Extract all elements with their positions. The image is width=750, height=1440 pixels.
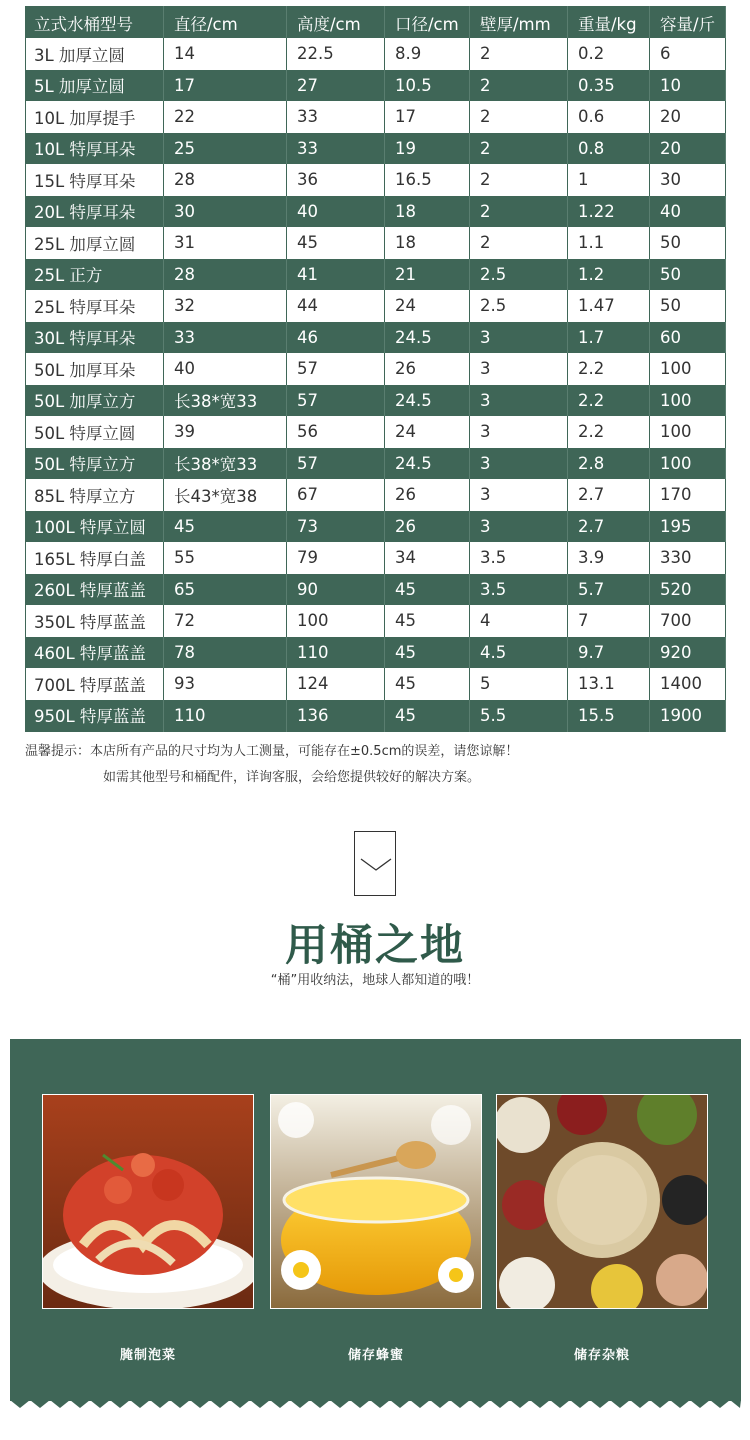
cell-wall: 3 (470, 479, 568, 511)
cell-height: 100 (287, 605, 385, 637)
cell-model: 50L 特厚立圆 (26, 416, 164, 448)
table-row (26, 322, 726, 354)
table-row (26, 637, 726, 669)
table-row (26, 101, 726, 133)
cell-height: 45 (287, 227, 385, 259)
honey-photo (270, 1094, 482, 1309)
cell-weight: 1 (568, 164, 650, 196)
cell-diameter: 17 (164, 70, 287, 102)
cell-model: 25L 正方 (26, 259, 164, 291)
cell-model: 20L 特厚耳朵 (26, 196, 164, 228)
header-model: 立式水桶型号 (26, 7, 164, 39)
use-caption-grains: 储存杂粮 (573, 1348, 630, 1363)
kimchi-photo (42, 1094, 254, 1309)
cell-height: 110 (287, 637, 385, 669)
cell-model: 50L 特厚立方 (26, 448, 164, 480)
header-wall: 壁厚/mm (470, 7, 568, 39)
cell-diameter: 65 (164, 574, 287, 606)
cell-weight: 1.1 (568, 227, 650, 259)
cell-capacity: 60 (650, 322, 726, 354)
cell-wall: 2.5 (470, 290, 568, 322)
header-capacity: 容量/斤 (650, 7, 726, 39)
cell-mouth: 45 (385, 605, 470, 637)
cell-weight: 2.2 (568, 416, 650, 448)
cell-diameter: 72 (164, 605, 287, 637)
use-caption-kimchi: 腌制泡菜 (119, 1348, 176, 1363)
cell-diameter: 40 (164, 353, 287, 385)
section-subtitle: “桶”用收纳法，地球人都知道的哦！ (270, 973, 480, 988)
use-card-kimchi (42, 1094, 254, 1363)
cell-height: 90 (287, 574, 385, 606)
cell-height: 136 (287, 700, 385, 732)
spec-table (25, 6, 726, 732)
table-row (26, 38, 726, 70)
cell-model: 950L 特厚蓝盖 (26, 700, 164, 732)
cell-mouth: 24.5 (385, 385, 470, 417)
cell-height: 73 (287, 511, 385, 543)
cell-weight: 0.2 (568, 38, 650, 70)
cell-wall: 2 (470, 101, 568, 133)
cell-model: 15L 特厚耳朵 (26, 164, 164, 196)
cell-capacity: 100 (650, 416, 726, 448)
cell-wall: 2 (470, 133, 568, 165)
cell-mouth: 24 (385, 290, 470, 322)
cell-diameter: 110 (164, 700, 287, 732)
cell-model: 25L 加厚立圆 (26, 227, 164, 259)
cell-height: 33 (287, 133, 385, 165)
cell-mouth: 45 (385, 668, 470, 700)
table-row (26, 668, 726, 700)
cell-weight: 1.7 (568, 322, 650, 354)
cell-capacity: 520 (650, 574, 726, 606)
cell-height: 22.5 (287, 38, 385, 70)
cell-capacity: 1900 (650, 700, 726, 732)
cell-weight: 1.47 (568, 290, 650, 322)
cell-capacity: 100 (650, 448, 726, 480)
cell-wall: 3 (470, 353, 568, 385)
uses-panel (10, 1039, 741, 1401)
cell-weight: 2.2 (568, 353, 650, 385)
cell-model: 10L 加厚提手 (26, 101, 164, 133)
cell-capacity: 6 (650, 38, 726, 70)
cell-diameter: 31 (164, 227, 287, 259)
cell-height: 57 (287, 353, 385, 385)
cell-model: 85L 特厚立方 (26, 479, 164, 511)
cell-weight: 2.2 (568, 385, 650, 417)
cell-diameter: 长38*宽33 (164, 385, 287, 417)
cell-wall: 5 (470, 668, 568, 700)
use-card-grains (496, 1094, 708, 1363)
cell-height: 124 (287, 668, 385, 700)
cell-diameter: 长43*宽38 (164, 479, 287, 511)
cell-model: 5L 加厚立圆 (26, 70, 164, 102)
cell-diameter: 14 (164, 38, 287, 70)
table-row (26, 511, 726, 543)
cell-weight: 0.35 (568, 70, 650, 102)
table-row (26, 353, 726, 385)
cell-mouth: 26 (385, 353, 470, 385)
header-diameter: 直径/cm (164, 7, 287, 39)
header-weight: 重量/kg (568, 7, 650, 39)
cell-wall: 4 (470, 605, 568, 637)
cell-height: 56 (287, 416, 385, 448)
cell-diameter: 25 (164, 133, 287, 165)
cell-mouth: 8.9 (385, 38, 470, 70)
cell-diameter: 55 (164, 542, 287, 574)
cell-capacity: 50 (650, 259, 726, 291)
table-row (26, 385, 726, 417)
cell-diameter: 32 (164, 290, 287, 322)
cell-capacity: 50 (650, 227, 726, 259)
table-row (26, 227, 726, 259)
cell-model: 50L 加厚立方 (26, 385, 164, 417)
cell-weight: 1.22 (568, 196, 650, 228)
cell-capacity: 170 (650, 479, 726, 511)
cell-weight: 0.6 (568, 101, 650, 133)
cell-mouth: 18 (385, 196, 470, 228)
cell-diameter: 39 (164, 416, 287, 448)
cell-capacity: 100 (650, 385, 726, 417)
cell-capacity: 700 (650, 605, 726, 637)
table-row (26, 700, 726, 732)
cell-diameter: 长38*宽33 (164, 448, 287, 480)
cell-weight: 2.8 (568, 448, 650, 480)
cell-capacity: 920 (650, 637, 726, 669)
cell-height: 67 (287, 479, 385, 511)
cell-wall: 2 (470, 70, 568, 102)
cell-height: 27 (287, 70, 385, 102)
table-row (26, 259, 726, 291)
table-row (26, 574, 726, 606)
cell-diameter: 45 (164, 511, 287, 543)
table-row (26, 196, 726, 228)
cell-weight: 7 (568, 605, 650, 637)
cell-mouth: 16.5 (385, 164, 470, 196)
cell-wall: 4.5 (470, 637, 568, 669)
cell-wall: 3 (470, 385, 568, 417)
cell-capacity: 30 (650, 164, 726, 196)
cell-diameter: 78 (164, 637, 287, 669)
cell-mouth: 24 (385, 416, 470, 448)
cell-wall: 5.5 (470, 700, 568, 732)
cell-mouth: 18 (385, 227, 470, 259)
scroll-down-indicator (354, 831, 396, 896)
cell-wall: 3.5 (470, 542, 568, 574)
cell-capacity: 40 (650, 196, 726, 228)
cell-mouth: 34 (385, 542, 470, 574)
cell-weight: 0.8 (568, 133, 650, 165)
cell-height: 57 (287, 385, 385, 417)
use-caption-honey: 储存蜂蜜 (347, 1348, 404, 1363)
cell-wall: 2.5 (470, 259, 568, 291)
cell-model: 350L 特厚蓝盖 (26, 605, 164, 637)
cell-mouth: 21 (385, 259, 470, 291)
cell-weight: 9.7 (568, 637, 650, 669)
cell-mouth: 26 (385, 479, 470, 511)
cell-weight: 5.7 (568, 574, 650, 606)
cell-weight: 3.9 (568, 542, 650, 574)
table-row (26, 164, 726, 196)
cell-mouth: 24.5 (385, 448, 470, 480)
table-row (26, 479, 726, 511)
cell-capacity: 100 (650, 353, 726, 385)
cell-weight: 2.7 (568, 511, 650, 543)
cell-height: 46 (287, 322, 385, 354)
cell-wall: 3 (470, 511, 568, 543)
section-title: 用桶之地 (285, 921, 465, 971)
cell-height: 36 (287, 164, 385, 196)
cell-capacity: 195 (650, 511, 726, 543)
table-row (26, 416, 726, 448)
cell-diameter: 22 (164, 101, 287, 133)
grains-photo (496, 1094, 708, 1309)
cell-diameter: 28 (164, 259, 287, 291)
cell-capacity: 330 (650, 542, 726, 574)
cell-weight: 1.2 (568, 259, 650, 291)
cell-wall: 2 (470, 164, 568, 196)
cell-model: 260L 特厚蓝盖 (26, 574, 164, 606)
cell-wall: 3.5 (470, 574, 568, 606)
cell-mouth: 19 (385, 133, 470, 165)
cell-capacity: 10 (650, 70, 726, 102)
cell-mouth: 45 (385, 574, 470, 606)
cell-wall: 2 (470, 38, 568, 70)
cell-weight: 2.7 (568, 479, 650, 511)
table-row (26, 448, 726, 480)
cell-capacity: 20 (650, 101, 726, 133)
cell-model: 100L 特厚立圆 (26, 511, 164, 543)
table-row (26, 70, 726, 102)
cell-model: 460L 特厚蓝盖 (26, 637, 164, 669)
cell-mouth: 26 (385, 511, 470, 543)
cell-height: 79 (287, 542, 385, 574)
cell-model: 700L 特厚蓝盖 (26, 668, 164, 700)
cell-weight: 13.1 (568, 668, 650, 700)
zigzag-edge (10, 1400, 741, 1408)
cell-model: 50L 加厚耳朵 (26, 353, 164, 385)
cell-model: 165L 特厚白盖 (26, 542, 164, 574)
cell-model: 30L 特厚耳朵 (26, 322, 164, 354)
cell-wall: 3 (470, 448, 568, 480)
cell-wall: 3 (470, 416, 568, 448)
cell-model: 25L 特厚耳朵 (26, 290, 164, 322)
cell-mouth: 45 (385, 637, 470, 669)
cell-diameter: 33 (164, 322, 287, 354)
cell-wall: 2 (470, 227, 568, 259)
header-mouth: 口径/cm (385, 7, 470, 39)
header-height: 高度/cm (287, 7, 385, 39)
cell-mouth: 24.5 (385, 322, 470, 354)
cell-capacity: 50 (650, 290, 726, 322)
use-card-honey (270, 1094, 482, 1363)
cell-mouth: 45 (385, 700, 470, 732)
notice-line-1: 温馨提示：本店所有产品的尺寸均为人工测量，可能存在±0.5cm的误差，请您谅解！ (25, 744, 519, 759)
cell-wall: 3 (470, 322, 568, 354)
cell-height: 41 (287, 259, 385, 291)
table-row (26, 133, 726, 165)
cell-mouth: 17 (385, 101, 470, 133)
cell-wall: 2 (470, 196, 568, 228)
notice-line-2: 如需其他型号和桶配件，详询客服，会给您提供较好的解决方案。 (103, 770, 481, 785)
cell-capacity: 20 (650, 133, 726, 165)
cell-height: 40 (287, 196, 385, 228)
chevron-down-icon (360, 858, 392, 872)
cell-height: 44 (287, 290, 385, 322)
cell-height: 57 (287, 448, 385, 480)
cell-diameter: 30 (164, 196, 287, 228)
cell-diameter: 93 (164, 668, 287, 700)
cell-height: 33 (287, 101, 385, 133)
table-row (26, 542, 726, 574)
cell-capacity: 1400 (650, 668, 726, 700)
table-row (26, 290, 726, 322)
cell-model: 10L 特厚耳朵 (26, 133, 164, 165)
cell-mouth: 10.5 (385, 70, 470, 102)
cell-weight: 15.5 (568, 700, 650, 732)
table-header-row (26, 7, 726, 39)
cell-model: 3L 加厚立圆 (26, 38, 164, 70)
table-row (26, 605, 726, 637)
cell-diameter: 28 (164, 164, 287, 196)
